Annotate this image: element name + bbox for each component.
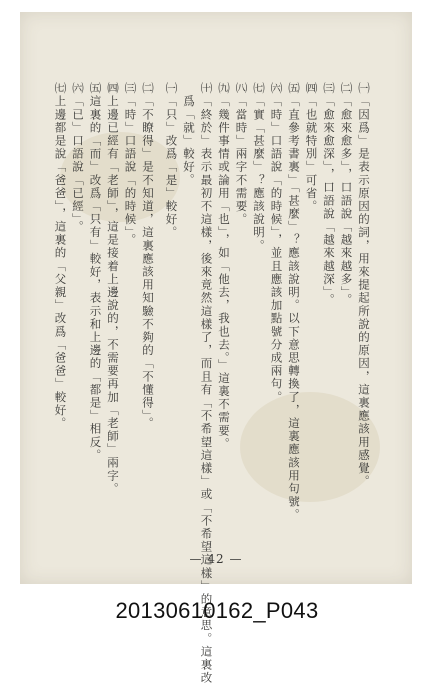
text-column: ㈡「愈來愈多」，口語說「越來越多」。 xyxy=(339,82,354,307)
text-column: ㈤這裏的「而」改爲「只有」較好，表示和上邊的「都是」相反。 xyxy=(88,82,103,462)
text-column: ㈠「只」改爲「是」較好。 xyxy=(164,82,179,240)
text-column: ㈧「當時」兩字不需要。 xyxy=(234,82,249,227)
text-column: ㈦「實「甚麼」？應該說明。 xyxy=(252,82,266,253)
text-column: ㈣上邊已經有「老師」，這是接着上邊說的，不需要再加「老師」兩字。 xyxy=(106,82,120,496)
text-column: ㈡「不瞭得」是不知道，這裏應該用知驗不夠的「不懂得」。 xyxy=(141,82,155,430)
text-column: ㈥「已」口語說「已經」。 xyxy=(71,82,85,234)
page-number: — 42 — xyxy=(189,552,243,566)
text-column: ㈢「時」口語說「的時候」。 xyxy=(123,82,138,247)
text-column: ㈦上邊都是說「爸爸」，這裏的「父親」改爲「爸爸」較好。 xyxy=(53,82,68,430)
text-column: ㈣「也就特別」可省。 xyxy=(304,82,319,213)
text-column: ㈩「終於」表示最初不這樣，後來竟然這樣了，而且有「不希望這樣」或「不希望這樣」的意思。這裏改 xyxy=(199,82,214,685)
text-column: ㈢「愈來愈深」，口語說「越來越深」。 xyxy=(322,82,336,307)
text-column: ㈠「因爲」是表示原因的詞，用來提起所說的原因，這裏應該用感覺。 xyxy=(357,82,371,489)
text-column-continuation: 爲「就」較好。 xyxy=(182,95,196,187)
text-column: ㈤「直參考書裏」「甚麼」？應該說明。以下意思轉換了，這裏應該用句號。 xyxy=(287,82,301,522)
image-caption: 20130610162_P043 xyxy=(115,598,319,623)
text-column: ㈥「時」口語說「的時候」，並且應該加點號分成兩句。 xyxy=(269,82,284,404)
text-column: ㈨「幾件事情或論用「也」，如「他去，我也去。」這裏不需要。 xyxy=(217,82,231,451)
vertical-text-columns xyxy=(54,82,371,685)
